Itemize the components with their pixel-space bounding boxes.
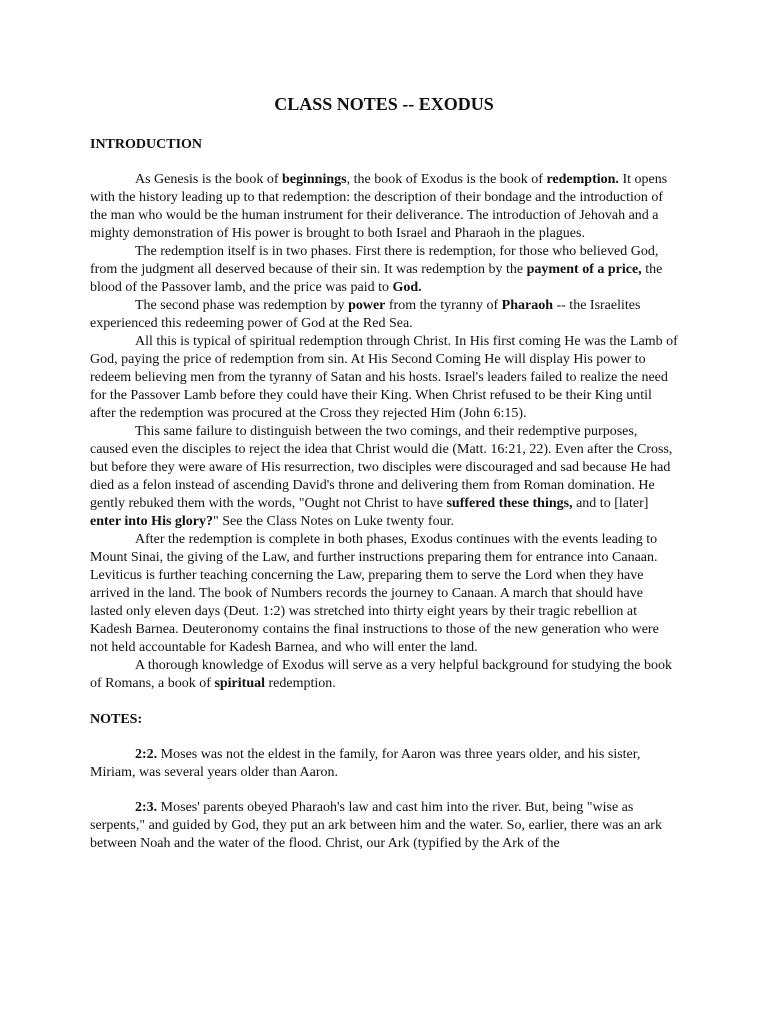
introduction-body <box>90 171 678 693</box>
text-run: After the redemption is complete in both phases, Exodus continues with the events leading to Mount Sinai, the giving of the Law, and further instructions preparing them for entrance into Canaan. Leviticus is further teaching concerning the Law, preparing them to serve the Lord when they have arrived in the land. The book of Numbers records the journey to Canaan. A march that should have lasted only eleven days (Deut. 1:2) was stretched into thirty eight years by their tragic rebellion at Kadesh Barnea. Deuteronomy contains the final instructions to those of the new generation who were not held accountable for Kadesh Barnea, and who will enter the land. <box>90 532 659 655</box>
note-paragraph <box>90 746 678 782</box>
intro-paragraph <box>90 531 678 657</box>
intro-paragraph <box>90 657 678 693</box>
notes-body <box>90 746 678 853</box>
text-run: redemption. <box>265 676 336 691</box>
intro-paragraph <box>90 333 678 423</box>
bold-text-run: payment of a price, <box>526 262 642 277</box>
text-run: It opens with the history leading up to that redemption: the description of their bondage and the introduction of the man who would be the human instrument for their deliverance. The introduction of Jehovah and a mighty demonstration of His power is brought to both Israel and Pharaoh in the plagues. <box>90 172 668 241</box>
intro-paragraph <box>90 423 678 531</box>
text-run: All this is typical of spiritual redemption through Christ. In His first coming He was the Lamb of God, paying the price of redemption from sin. At His Second Coming He will display His power to redeem believing men from the tyranny of Satan and his hosts. Israel's leaders failed to realize the need for the Passover Lamb before they could have their King. When Christ refused to be their King until after the redemption was procured at the Cross they rejected Him (John 6:15). <box>90 334 678 421</box>
intro-paragraph <box>90 171 678 243</box>
bold-text-run: God. <box>392 280 422 295</box>
note-paragraph <box>90 799 678 853</box>
text-run: the blood of the Passover lamb, and the price was paid to <box>90 262 663 295</box>
notes-heading: NOTES: <box>90 712 143 727</box>
text-run: , the book of Exodus is the book of <box>346 172 547 187</box>
text-run: " See the Class Notes on Luke twenty four. <box>213 514 454 529</box>
document-title: CLASS NOTES -- EXODUS <box>274 94 494 114</box>
text-run: Moses' parents obeyed Pharaoh's law and cast him into the river. But, being "wise as serpents," and guided by God, they put an ark between him and the water. So, earlier, there was an ark between Noah and the water of the flood. Christ, our Ark (typified by the Ark of the <box>90 800 662 851</box>
intro-paragraph <box>90 297 678 333</box>
bold-text-run: 2:2. <box>135 747 158 762</box>
bold-text-run: beginnings <box>282 172 347 187</box>
text-run: The second phase was redemption by <box>135 298 349 313</box>
text-run: The redemption itself is in two phases. First there is redemption, for those who believed God, from the judgment all deserved because of their sin. It was redemption by the <box>90 244 659 277</box>
text-run: -- the Israelites experienced this redeeming power of God at the Red Sea. <box>90 298 641 331</box>
bold-text-run: Pharaoh <box>501 298 553 313</box>
introduction-heading: INTRODUCTION <box>90 137 203 152</box>
bold-text-run: 2:3. <box>135 800 158 815</box>
bold-text-run: redemption. <box>546 172 619 187</box>
text-run: Moses was not the eldest in the family, for Aaron was three years older, and his sister, Miriam, was several years older than Aaron. <box>90 747 641 780</box>
bold-text-run: power <box>348 298 386 313</box>
bold-text-run: enter into His glory? <box>90 514 214 529</box>
text-run: A thorough knowledge of Exodus will serve as a very helpful background for studying the book of Romans, a book of <box>90 658 672 691</box>
text-run: and to [later] <box>572 496 649 511</box>
bold-text-run: spiritual <box>214 676 266 691</box>
text-run: This same failure to distinguish between the two comings, and their redemptive purposes, caused even the disciples to reject the idea that Christ would die (Matt. 16:21, 22). Even after the Cross, but before they were aware of His resurrection, two disciples were discouraged and sad because He had died as a felon instead of ascending David's throne and delivering them from Roman domination. He gently rebuked them with the words, "Ought not Christ to have <box>90 424 673 511</box>
intro-paragraph <box>90 243 678 297</box>
text-run: from the tyranny of <box>385 298 502 313</box>
text-run: As Genesis is the book of <box>135 172 282 187</box>
bold-text-run: suffered these things, <box>446 496 573 511</box>
